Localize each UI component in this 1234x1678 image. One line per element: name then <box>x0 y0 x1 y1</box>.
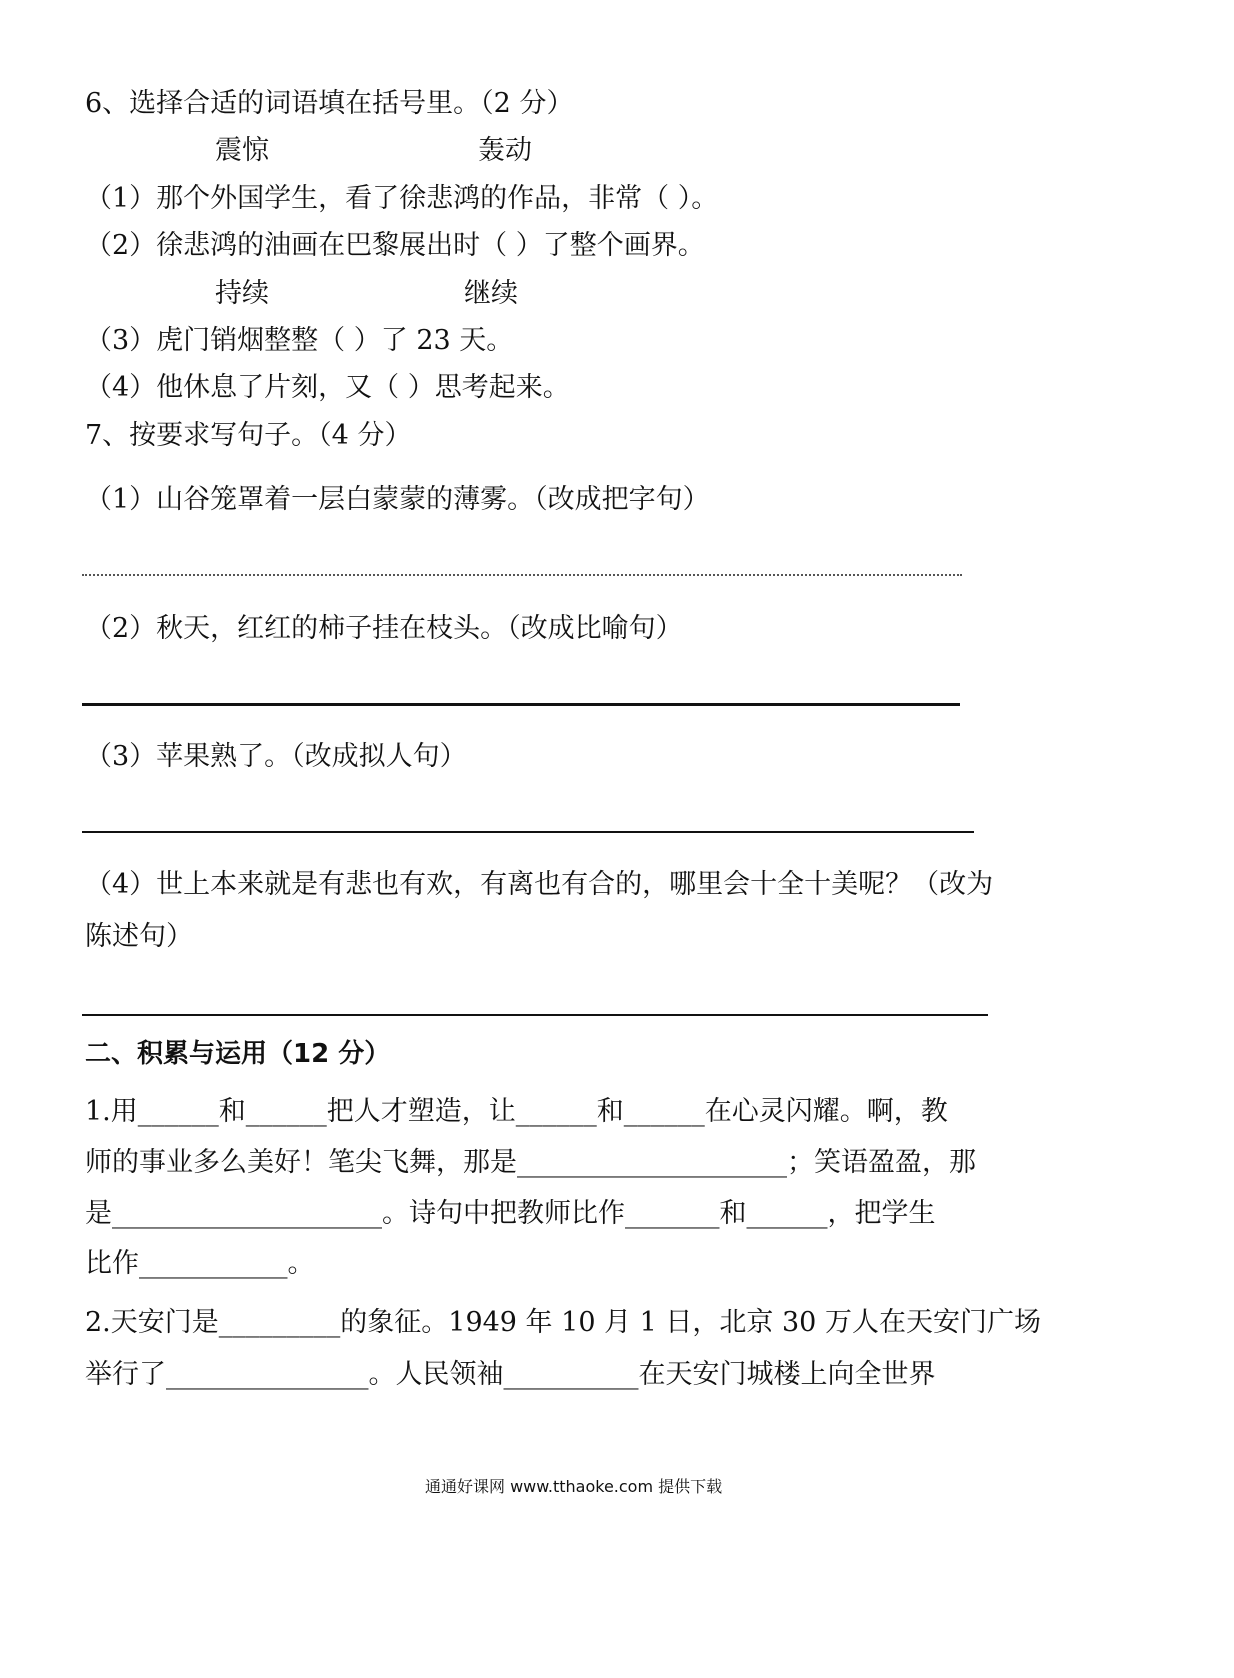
word-choice: 轰动 <box>478 135 532 166</box>
q7-heading: 7、按要求写句子。（4 分） <box>85 420 412 451</box>
q7-item: （2）秋天，红红的柿子挂在枝头。（改成比喻句） <box>85 613 683 644</box>
q6-item: （1）那个外国学生，看了徐悲鸿的作品，非常（ ）。 <box>85 183 719 214</box>
q1-line: 1.用______和______把人才塑造，让______和______在心灵闪耀。啊，教 <box>85 1096 948 1127</box>
answer-line[interactable] <box>82 703 960 706</box>
q6-item: （3）虎门销烟整整（ ）了 23 天。 <box>85 325 514 356</box>
q7-item: （1）山谷笼罩着一层白蒙蒙的薄雾。（改成把字句） <box>85 484 710 515</box>
footer-credit: 通通好课网 www.tthaoke.com 提供下载 <box>425 1477 723 1496</box>
q2-line: 举行了_______________。人民领袖__________在天安门城楼上向全世界 <box>85 1359 936 1390</box>
answer-line[interactable] <box>82 1014 988 1016</box>
section-heading: 二、积累与运用（12 分） <box>85 1039 391 1069</box>
word-choice: 继续 <box>464 278 518 309</box>
q7-item-continued: 陈述句） <box>85 921 193 952</box>
q6-heading: 6、选择合适的词语填在括号里。（2 分） <box>85 88 574 119</box>
q7-item: （4）世上本来就是有悲也有欢，有离也有合的，哪里会十全十美呢？（改为 <box>85 869 994 900</box>
q2-line: 2.天安门是_________的象征。1949 年 10 月 1 日，北京 30 万人在天安门广场 <box>85 1307 1041 1338</box>
word-choice: 持续 <box>215 278 269 309</box>
word-choice: 震惊 <box>215 135 269 166</box>
q1-line: 师的事业多么美好！笔尖飞舞，那是____________________；笑语盈盈，那 <box>85 1147 976 1178</box>
q6-item: （2）徐悲鸿的油画在巴黎展出时（ ）了整个画界。 <box>85 230 705 261</box>
q7-item: （3）苹果熟了。（改成拟人句） <box>85 741 467 772</box>
q1-line: 比作___________。 <box>85 1248 315 1279</box>
q6-item: （4）他休息了片刻，又（ ）思考起来。 <box>85 372 570 403</box>
answer-line[interactable] <box>82 574 962 576</box>
q1-line: 是____________________。诗句中把教师比作_______和______，把学生 <box>85 1198 936 1229</box>
answer-line[interactable] <box>82 831 974 833</box>
